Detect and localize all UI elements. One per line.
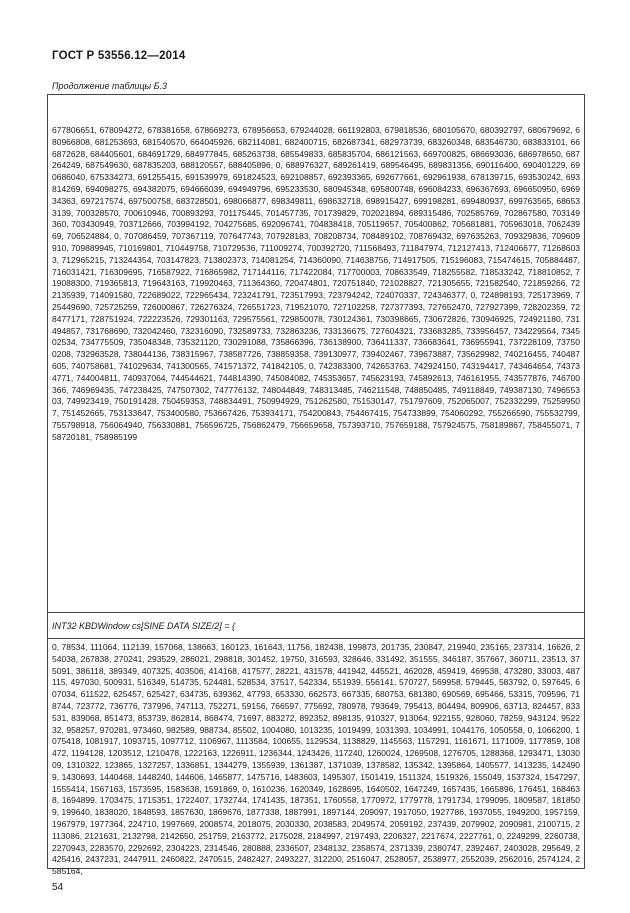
table-continuation-caption: Продолжение таблицы Б.3	[52, 81, 168, 91]
row-divider	[48, 612, 584, 613]
standard-title: ГОСТ Р 53556.12—2014	[52, 50, 186, 62]
data-table	[47, 94, 585, 877]
table-cell-values-block-1: 677806651, 678094272, 678381658, 678669273, 678956653, 679244028, 661192803, 679818536, 680105670, 680392797, 680679692, 680966808, 681253693, 681540570, 664045926, 682114081, 682400715, 682687341, 682973739, 683260348, 683546730, 683833101, 666872628, 684405601, 684691729, 684977845, 685263738, 685549833, 685835704, 686121563, 669700825, 686693036, 686978650, 687264249, 687549630, 687835203, 688120557, 688405896, 0, 688976327, 689261419, 689546495, 689831356, 690116400, 690401229, 690686040, 675334273, 691255415, 691539979, 691824523, 692108857, 692393365, 692677661, 692961938, 678139715, 693530242, 693814269, 694098275, 694382075, 694666039, 694949796, 695233530, 680945348, 695800748, 696084233, 696367693, 696650950, 696934363, 697217574, 697500758, 683728501, 698066877, 698349811, 698632718, 698915427, 699198281, 699480937, 699763565, 686533139, 700328570, 700610946, 700893293, 701175445, 701457735, 701739829, 702021894, 689315486, 702585769, 702867580, 703149360, 703430949, 703712666, 703994192, 704275685, 692096741, 704838418, 705119657, 705400862, 705681881, 705963018, 706243969, 706524884, 0, 707086459, 707367119, 707647743, 707928183, 708208734, 708489102, 708769432, 697635263, 709329836, 709609910, 709889945, 710169801, 710449758, 710729536, 711009274, 700392720, 711568493, 711847974, 712127413, 712406677, 712686033, 712965215, 713244354, 703147823, 713802373, 714081254, 714360090, 714638756, 714917505, 715196083, 715474615, 705884487, 716031421, 716309695, 716587922, 716865982, 717144116, 717422084, 717700003, 708633549, 718255582, 718533242, 718810852, 719088300, 719365813, 719643163, 719920463, 711364360, 720474801, 720751840, 721028827, 721305655, 721582540, 721859266, 722135939, 714091580, 722689022, 722965434, 723241791, 723517993, 723794242, 724070337, 724346377, 0, 724898193, 725173969, 725449690, 725725259, 726000867, 726276324, 726551723, 719521070, 727102258, 727377393, 727652470, 727927399, 728202359, 728477171, 728751924, 722223526, 729301163, 729575561, 729850078, 730124361, 730398665, 730672826, 730946925, 724921180, 731494857, 731768690, 732042460, 732316090, 732589733, 732863236, 733136675, 727604321, 733683285, 733956457, 734229564, 734502534, 734775509, 735048348, 735321120, 730291088, 735866396, 736138900, 736411337, 736683641, 736955941, 737228109, 737500208, 732963528, 738044136, 738315967, 738587726, 738859358, 739130977, 739402467, 739673887, 735629982, 740216455, 740487605, 740758681, 741029634, 741300565, 741571372, 741842105, 0, 742383300, 742653763, 742924150, 743194417, 743464654, 743734771, 744004811, 740937064, 744544621, 744814390, 745084082, 745353657, 745623193, 745892613, 746161955, 743577876, 746700366, 746969435, 747238425, 747507302, 747776132, 748044849, 748313485, 746211548, 748850485, 749118849, 749387130, 749655303, 749923419, 750191428, 750459353, 748834491, 750994929, 751262580, 751530147, 751797609, 752065007, 752332299, 752599507, 751452665, 753133647, 753400580, 753667426, 753934171, 754200843, 754467415, 754733899, 754060292, 755266590, 755532799, 755798918, 756064940, 756330881, 756596725, 756862479, 756659658, 757393710, 757659188, 757924575, 758189867, 758455071, 758720181, 758985199	[52, 125, 580, 442]
row-divider	[48, 638, 584, 639]
page-number: 54	[52, 882, 64, 893]
table-cell-code-declaration: INT32 KBDWindow cs[SINE DATA SIZE/2] = {	[52, 621, 236, 631]
table-cell-values-block-2: 0, 78534, 111064, 112139, 157068, 138663, 160123, 161643, 11756, 182438, 199873, 201735, 230847, 219940, 235165, 237314, 16626, 254038, 267838, 270241, 293529, 286021, 298818, 301452, 19750, 316593, 328646, 331492, 351555, 346187, 357667, 360711, 23513, 375091, 386118, 389349, 407325, 403506, 414168, 417577, 28221, 431578, 441942, 445521, 462028, 459419, 469538, 473280, 33003, 487115, 497030, 500931, 516349, 514735, 524481, 528534, 37517, 542334, 551939, 556141, 570727, 569958, 579445, 583792, 0, 597645, 607034, 611522, 625457, 625427, 634735, 639362, 47793, 653330, 662573, 667335, 680753, 681380, 690569, 695466, 53315, 709596, 718744, 723772, 736776, 737996, 747113, 752271, 59156, 766597, 775692, 780978, 793649, 795413, 804494, 809906, 63713, 824457, 833531, 839068, 851473, 853739, 862814, 868474, 71697, 883272, 892352, 898135, 910327, 913064, 922155, 928060, 78259, 943124, 952232, 958257, 970281, 973460, 982589, 988734, 85502, 1004080, 1013235, 1019499, 1031393, 1034991, 1044176, 1050558, 0, 1066200, 1075418, 1081917, 1093715, 1097712, 1106967, 1113584, 100655, 1129534, 1138829, 1145563, 1157291, 1161671, 1171009, 1177859, 108472, 1194128, 1203512, 1210478, 1222163, 1226911, 1236344, 1243426, 117240, 1260024, 1269508, 1276705, 1288368, 1293471, 1303009, 1310322, 123865, 1327257, 1336851, 1344279, 1355939, 1361387, 1371039, 1378582, 135342, 1395864, 1405577, 1413235, 1424909, 1430693, 1440468, 1448240, 144606, 1465877, 1475716, 1483603, 1495307, 1501419, 1511324, 1519326, 155049, 1537324, 1547297, 1555414, 1567163, 1573595, 1583638, 1591869, 0, 1610236, 1620349, 1628695, 1640502, 1647249, 1657435, 1665896, 176451, 1684638, 1694899, 1703475, 1715351, 1722407, 1732744, 1741435, 187351, 1760558, 1770972, 1779778, 1791734, 1799095, 1809587, 1818509, 199640, 1838020, 1848593, 1857630, 1869676, 1877338, 1887991, 1897144, 209097, 1917050, 1927786, 1937055, 1949200, 1957159, 1967979, 1977364, 224710, 1997669, 2008574, 2018075, 2030330, 2038583, 2049574, 2059192, 237439, 2079902, 2090981, 2100715, 2113086, 2121631, 2132798, 2142650, 251759, 2163772, 2175028, 2184997, 2197493, 2206327, 2217674, 2227761, 0, 2249299, 2260738, 2270943, 2283570, 2292692, 2304223, 2314546, 280888, 2336507, 2348132, 2358574, 2371339, 2380747, 2392467, 2403028, 295649, 2425416, 2437231, 2447911, 2460822, 2470515, 2482427, 2493227, 312200, 2516047, 2528057, 2538977, 2552039, 2562016, 2574124, 2585164,	[52, 642, 580, 877]
